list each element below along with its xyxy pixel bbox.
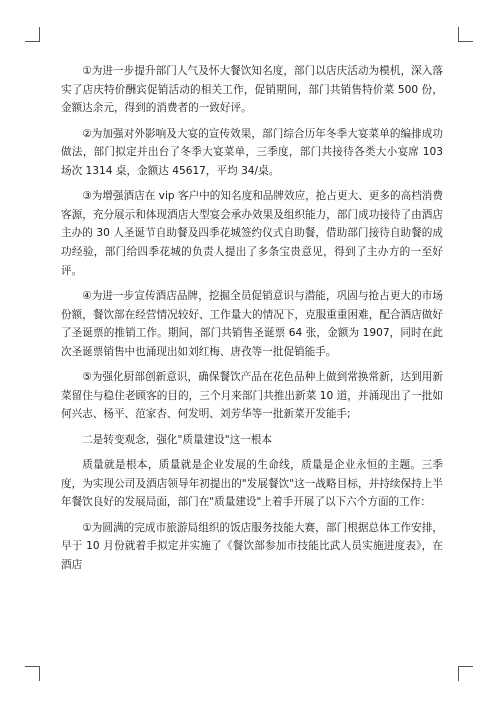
paragraph-skill-contest: ①为圆满的完成市旅游局组织的饭店服务技能大赛，部门根据总体工作安排，早于 10 月份就着手拟定并实施了《餐饮部参加市技能比武人员实施进度表》，在酒店	[61, 521, 443, 571]
paragraph-item-1: ①为进一步提升部门人气及怀大餐饮知名度，部门以店庆活动为模机，深入落实了店庆特价酬宾促销活动的相关工作，促销期间，部门共销售特价菜 500 份，金额达余元，得到的消费者的一致好评。	[61, 65, 443, 115]
document-body	[61, 62, 443, 581]
section-heading: 二是转变观念，强化"质量建设"这一根本	[82, 433, 273, 446]
paragraph-quality: 质量就是根本，质量就是企业发展的生命线，质量是企业永恒的主题。三季度，为实现公司及酒店领导年初提出的"发展餐饮"这一战略目标，并持续保持上半年餐饮良好的发展局面，部门在"质量建设"上着手开展了以下六个方面的工作：	[61, 459, 443, 509]
paragraph-item-3: ③为增强酒店在 vip 客户中的知名度和品牌效应，抢占更大、更多的高档消费客源，充分展示和体现酒店大型宴会承办效果及组织能力，部门成功接待了由酒店主办的 30 人圣诞节自助餐及四季花城签约仪式自助餐，借助部门接待自助餐的成功经验，部门给四季花城的负责人提出了多条宝贵意见，得到了主办方的一至好评。	[61, 190, 443, 277]
paragraph-item-5: ⑤为强化厨部创新意识，确保餐饮产品在花色品种上做到常换常新，达到用新菜留住与稳住老顾客的目的，三个月来部门共推出新菜 10 道，并涌现出了一批如何兴志、杨平、范家杏、何发明、刘芳华等一批新菜开发能手;	[61, 371, 443, 421]
paragraph-item-4: ④为进一步宣传酒店品牌，挖掘全员促销意识与潜能，巩固与抢占更大的市场份额，餐饮部在经营情况较好、工作量大的情况下，克服重重困难，配合酒店做好了圣诞票的推销工作。期间，部门共销售圣诞票 64 张，金额为 1907，同时在此次圣诞票销售中也涌现出如刘红梅、唐孜等一批促销能手。	[61, 289, 443, 358]
crop-mark-top-right	[458, 27, 473, 42]
paragraph-item-2: ②为加强对外影响及大宴的宣传效果，部门综合历年冬季大宴菜单的编排成功做法，部门拟定并出台了冬季大宴菜单，三季度，部门共接待各类大小宴席 103 场次 1314 桌，金额达 45617，平均 34/桌。	[61, 127, 443, 177]
crop-mark-bottom-left	[25, 666, 40, 681]
crop-mark-top-left	[25, 27, 40, 42]
crop-mark-bottom-right	[458, 666, 473, 681]
